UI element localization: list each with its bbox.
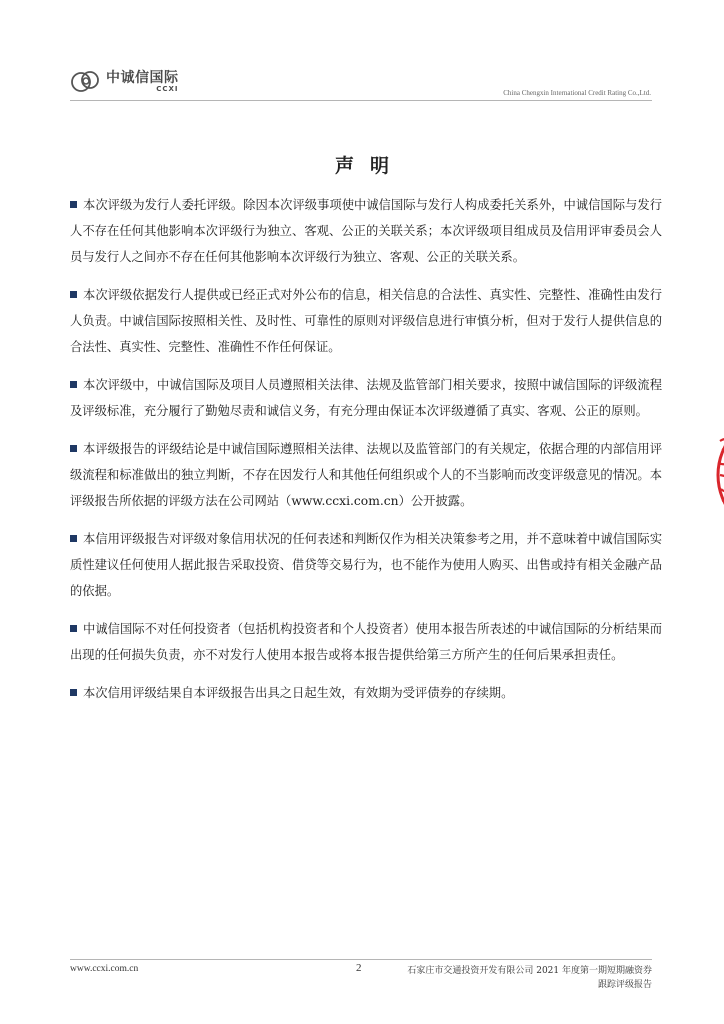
- header-divider: [70, 100, 652, 101]
- header-company-name: China Chengxin International Credit Rating Co.,Ltd.: [503, 89, 651, 97]
- square-bullet-icon: [70, 201, 77, 208]
- square-bullet-icon: [70, 625, 77, 632]
- statement-paragraph: [70, 526, 662, 604]
- statement-paragraph: [70, 282, 662, 360]
- statement-paragraph: [70, 616, 662, 668]
- paragraph-text: 本次评级为发行人委托评级。除因本次评级事项使中诚信国际与发行人构成委托关系外，中诚信国际与发行人不存在任何其他影响本次评级行为独立、客观、公正的关联关系；本次评级项目组成员及信用评审委员会人员与发行人之间亦不存在任何其他影响本次评级行为独立、客观、公正的关联关系。: [70, 198, 662, 264]
- paragraph-text: 本次评级依据发行人提供或已经正式对外公布的信息，相关信息的合法性、真实性、完整性、准确性由发行人负责。中诚信国际按照相关性、及时性、可靠性的原则对评级信息进行审慎分析，但对于发行人提供信息的合法性、真实性、完整性、准确性不作任何保证。: [70, 288, 662, 354]
- paragraph-text: 中诚信国际不对任何投资者（包括机构投资者和个人投资者）使用本报告所表述的中诚信国际的分析结果而出现的任何损失负责，亦不对发行人使用本报告或将本报告提供给第三方所产生的任何后果承担责任。: [70, 622, 662, 662]
- square-bullet-icon: [70, 381, 77, 388]
- page-number: 2: [356, 962, 362, 974]
- statement-body: [70, 192, 662, 718]
- square-bullet-icon: [70, 535, 77, 542]
- paragraph-text: 本信用评级报告对评级对象信用状况的任何表述和判断仅作为相关决策参考之用，并不意味着中诚信国际实质性建议任何使用人据此报告采取投资、借贷等交易行为，也不能作为使用人购买、出售或持有相关金融产品的依据。: [70, 532, 662, 598]
- statement-paragraph: [70, 372, 662, 424]
- company-logo: [70, 68, 179, 96]
- square-bullet-icon: [70, 689, 77, 696]
- footer-report-line: 跟踪评级报告: [597, 980, 652, 990]
- statement-paragraph: [70, 680, 662, 706]
- footer-website: www.ccxi.com.cn: [70, 964, 139, 974]
- logo-en-text: CCXI: [156, 85, 179, 93]
- logo-cn-text: 中诚信国际: [106, 70, 179, 86]
- square-bullet-icon: [70, 291, 77, 298]
- footer-report-title: [407, 964, 652, 992]
- red-seal-stamp: [710, 405, 724, 545]
- footer-report-line: 石家庄市交通投资开发有限公司 2021 年度第一期短期融资券: [407, 966, 652, 976]
- paragraph-text: 本次信用评级结果自本评级报告出具之日起生效，有效期为受评债券的存续期。: [83, 686, 514, 700]
- footer-divider: [70, 959, 652, 960]
- ccxi-logo-icon: [70, 68, 102, 96]
- page-title: 声明: [334, 155, 405, 177]
- statement-paragraph: [70, 192, 662, 270]
- statement-paragraph: [70, 436, 662, 514]
- paragraph-text: 本次评级中，中诚信国际及项目人员遵照相关法律、法规及监管部门相关要求，按照中诚信国际的评级流程及评级标准，充分履行了勤勉尽责和诚信义务，有充分理由保证本次评级遵循了真实、客观、公正的原则。: [70, 378, 662, 418]
- square-bullet-icon: [70, 445, 77, 452]
- paragraph-text: 本评级报告的评级结论是中诚信国际遵照相关法律、法规以及监管部门的有关规定，依据合理的内部信用评级流程和标准做出的独立判断，不存在因发行人和其他任何组织或个人的不当影响而改变评级意见的情况。本评级报告所依据的评级方法在公司网站（www.ccxi.com.cn）公开披露。: [70, 442, 662, 508]
